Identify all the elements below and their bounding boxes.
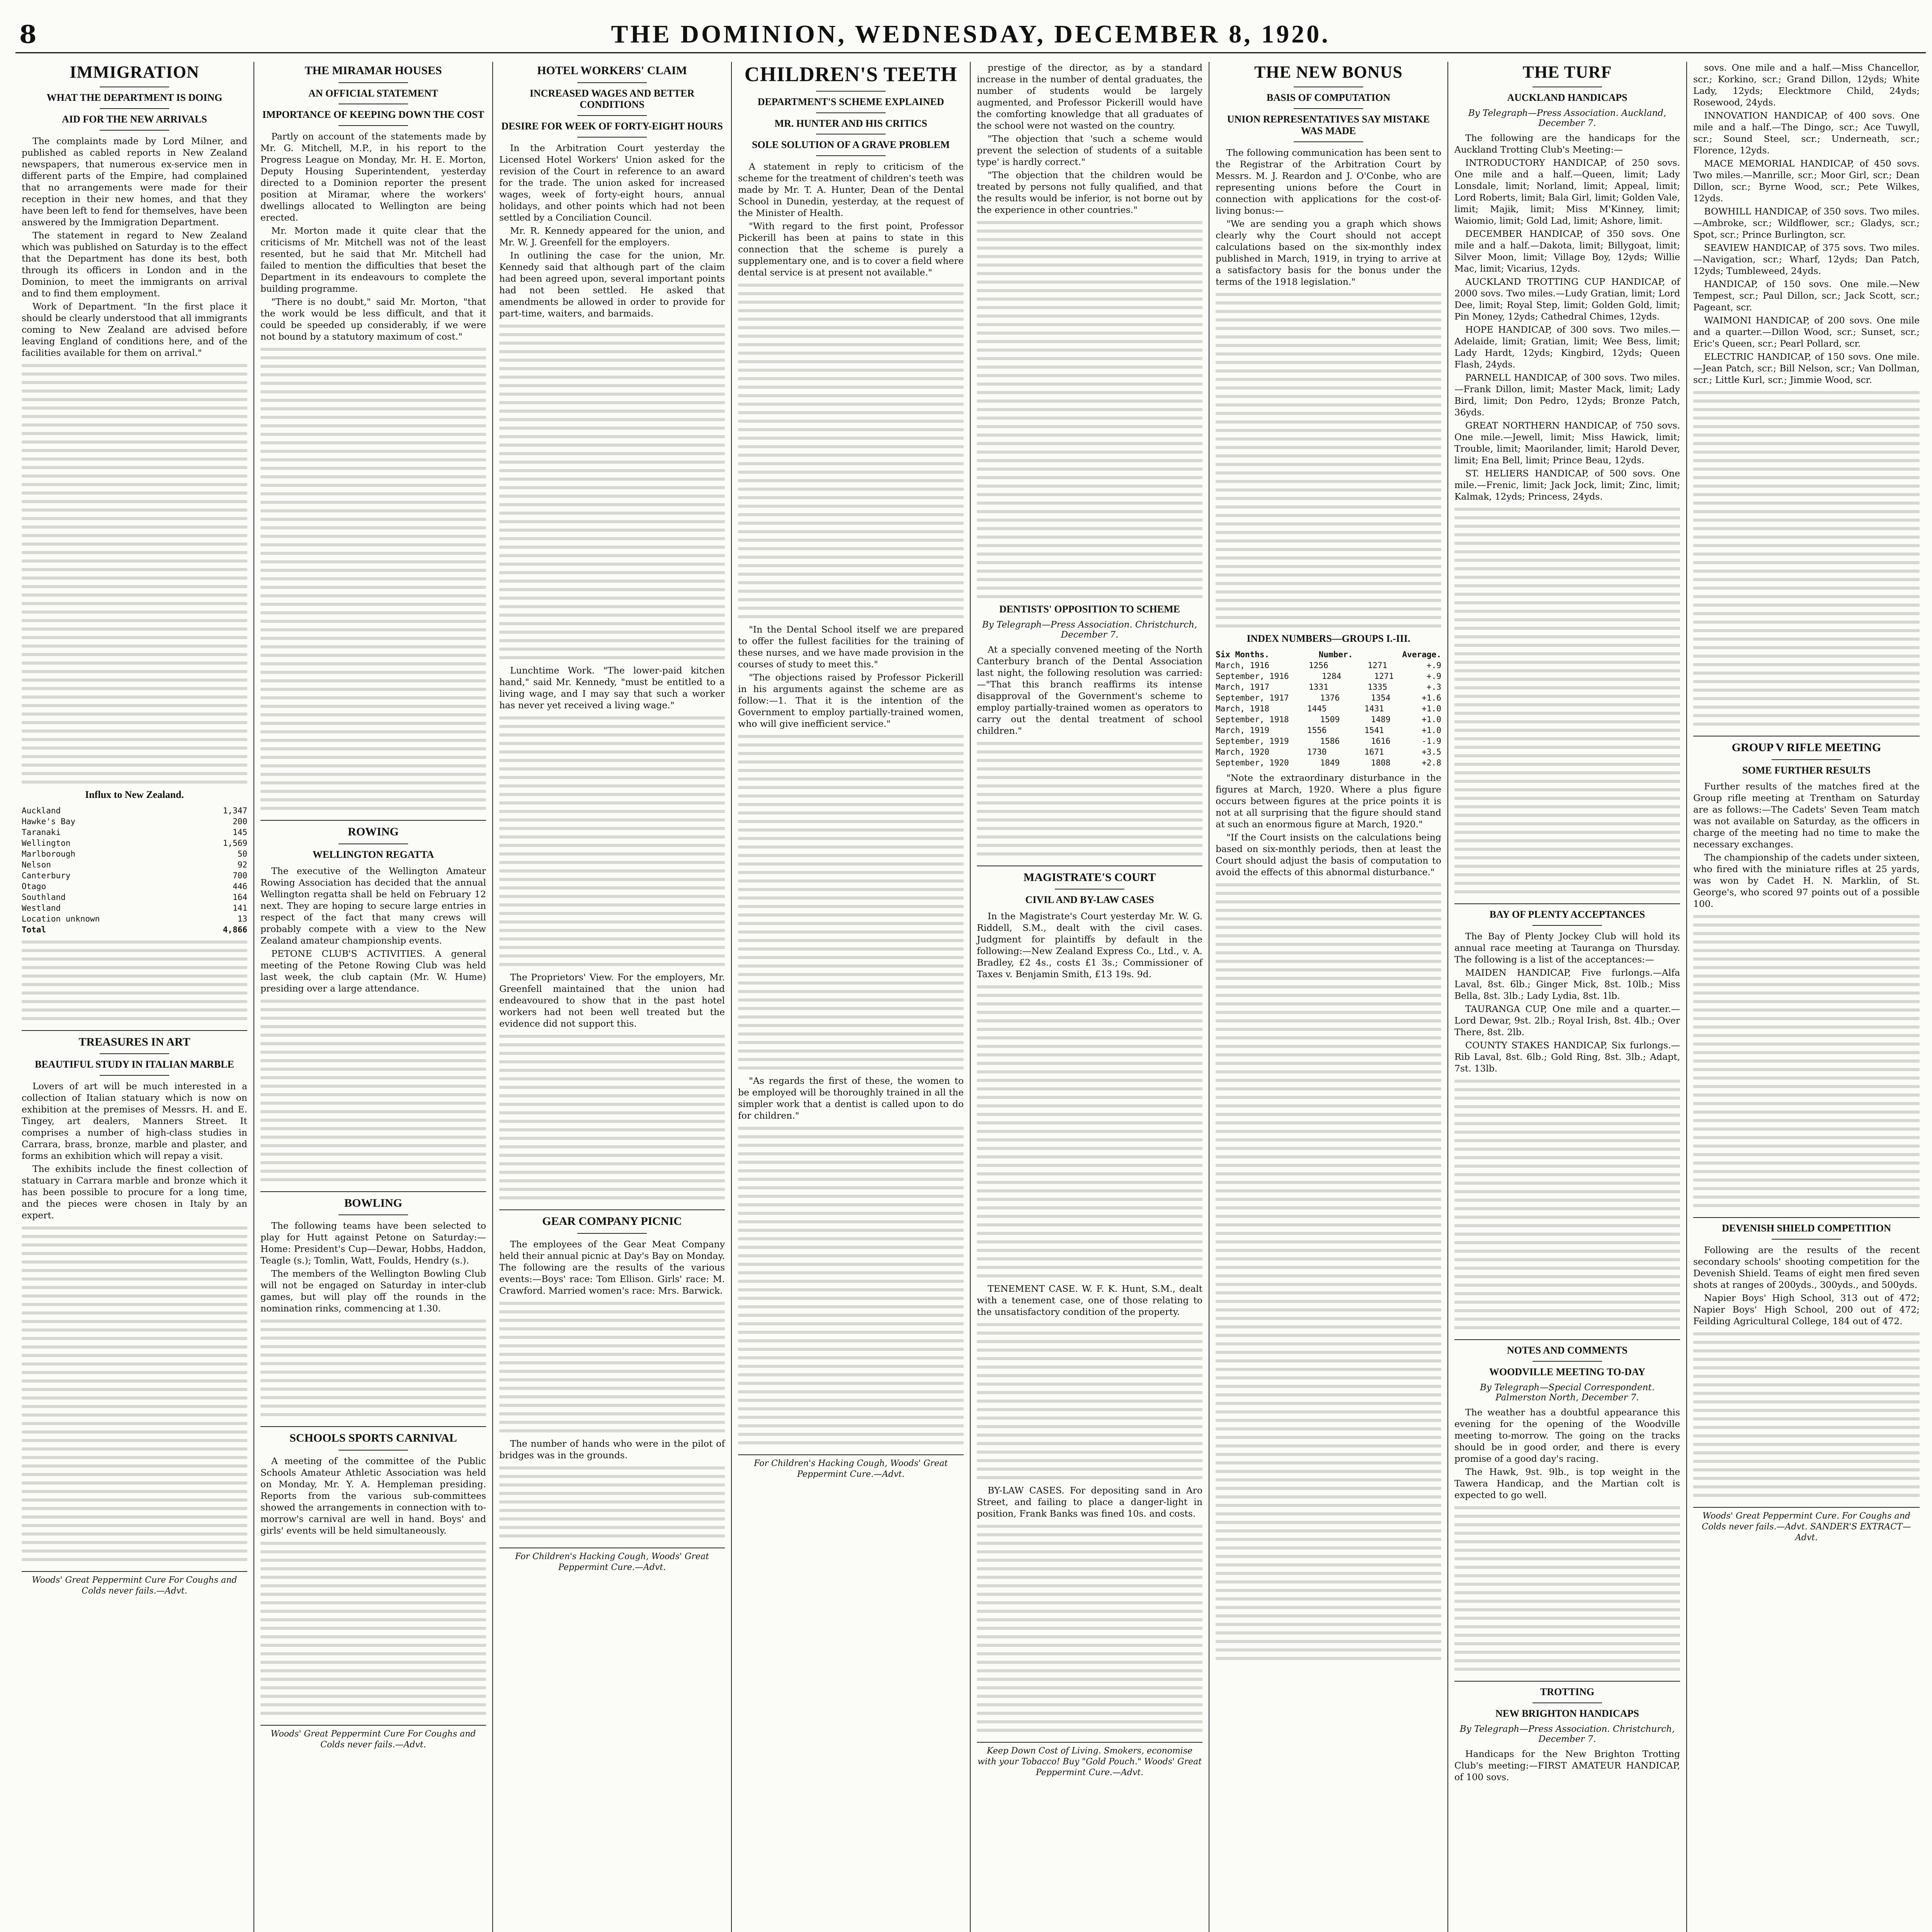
subheading: BASIS OF COMPUTATION [1266,92,1391,104]
table-row: March, 1920 1730 1671 +3.5 [1216,747,1441,757]
divider [338,1450,408,1451]
text-filler [738,1127,964,1444]
paragraph: The following teams have been selected to play for Hutt against Petone on Saturday:—Home: President's Cup—Dewar, Hobbs, Haddon, Teagle (s.); Tomlin, Watt, Foulds, Hendry (s.). [260,1220,486,1266]
paragraph: "The objection that 'such a scheme would prevent the selection of students of a suitable type' is hardly correct." [977,133,1202,167]
article-body [738,161,964,278]
subheading: TROTTING [1540,1686,1595,1697]
column-5 [971,62,1209,1932]
headline: THE TURF [1522,63,1612,82]
table-row: September, 1916 1284 1271 +.9 [1216,671,1441,681]
article-teeth-continued [977,62,1202,855]
article-body [738,624,964,730]
article-body [499,142,725,319]
article-rifle-meeting [1693,741,1920,1207]
text-filler [260,1542,486,1715]
advertisement: For Children's Hacking Cough, Woods' Great Peppermint Cure.—Advt. [499,1548,725,1573]
subheading: SOLE SOLUTION OF A GRAVE PROBLEM [752,139,950,151]
article-body [1693,781,1920,910]
text-filler [260,1000,486,1181]
article-body [499,1238,725,1296]
article-body [260,1220,486,1314]
byline: By Telegraph—Press Association. Christchurch, December 7. [1459,1724,1675,1744]
paragraph: "With regard to the first point, Professor Pickerill has been at pains to state in this connection that the scheme is purely a supplementary one, and is to cover a field where dental service is at present not available." [738,221,964,278]
subheading: AID FOR THE NEW ARRIVALS [62,114,207,125]
text-filler [1216,883,1441,1660]
divider [1532,1702,1602,1703]
headline: BOWLING [344,1196,403,1209]
advertisement: Woods' Great Peppermint Cure For Coughs and Colds never fails.—Advt. [260,1725,486,1750]
divider [1294,141,1363,142]
paragraph: BY-LAW CASES. For depositing sand in Aro Street, and failing to place a danger-light in position, Frank Banks was fined 10s. and costs. [977,1485,1202,1519]
paragraph: TENEMENT CASE. W. F. K. Hunt, S.M., dealt with a tenement case, one of those relating to the unsatisfactory condition of the property. [977,1283,1202,1318]
text-filler [22,364,247,784]
divider [1693,1217,1920,1218]
paragraph: PETONE CLUB'S ACTIVITIES. A general meeting of the Petone Rowing Club was held last week, the club captain (Mr. W. Hume) presiding over a large attendance. [260,948,486,994]
paragraph: sovs. One mile and a half.—Miss Chancellor, scr.; Korkino, scr.; Grand Dillon, 12yds; White Lady, 12yds; Elecktmore Child, 24yds; Rosewood, 24yds. [1693,62,1920,108]
byline: By Telegraph—Press Association. Auckland, December 7. [1468,108,1667,129]
paragraph: Lovers of art will be much interested in a collection of Italian statuary which is now on exhibition at the premises of Messrs. H. and E. Tingey, art dealers, Manners Street. It comprises a number of high-class studies in Carrara, brass, bronze, marble and plaster, and forms an exhibition which will repay a visit. [22,1081,247,1162]
table-row: Taranaki 145 [22,827,247,837]
table-row: March, 1918 1445 1431 +1.0 [1216,704,1441,713]
table-row: March, 1919 1556 1541 +1.0 [1216,725,1441,735]
table-heading: INDEX NUMBERS—GROUPS I.-III. [1247,633,1410,644]
paragraph: The complaints made by Lord Milner, and published as cabled reports in New Zealand newspapers, that numerous ex-service men in different parts of the Empire, had complained that no arrangements were made for their reception in their new homes, and that they have been left to fend for themselves, have been answered by the Immigration Department. [22,135,247,228]
subheading: INCREASED WAGES AND BETTER CONDITIONS [529,87,695,111]
subheading: NEW BRIGHTON HANDICAPS [1495,1708,1639,1719]
divider [260,1426,486,1427]
article-body [977,1485,1202,1519]
divider [100,108,169,109]
divider [499,1209,725,1210]
paragraph: HOPE HANDICAP, of 300 sovs. Two miles.—Adelaide, limit; Gratian, limit; Wee Bess, limit; Lady Hardt, 12yds; Kingbird, 12yds; Queen Flash, 24yds. [1454,324,1680,370]
divider [260,820,486,821]
paragraph: Further results of the matches fired at the Group rifle meeting at Trentham on Saturday are as follows:—The Cadets' Seven Team match was not available on Saturday, as the officers in charge of the meeting had no time to make the necessary exchanges. [1693,781,1920,850]
divider [816,91,886,92]
paragraph: "There is no doubt," said Mr. Morton, "that the work would be less difficult, and that it could be speeded up considerably, if we were not bound by a statutory maximum of cost." [260,296,486,342]
headline: GEAR COMPANY PICNIC [542,1215,682,1228]
divider [338,125,408,126]
paragraph: The number of hands who were in the pilot of bridges was in the grounds. [499,1438,725,1461]
table-row: September, 1918 1509 1489 +1.0 [1216,714,1441,724]
text-filler [1693,915,1920,1207]
text-filler [22,1226,247,1561]
paragraph: INTRODUCTORY HANDICAP, of 250 sovs. One mile and a half.—Queen, limit; Lady Lonsdale, limit; Norland, limit; Appeal, limit; Lord Roberts, limit; Bala Girl, limit; Golden Vale, limit; Majik, limit; Miss M'Kinney, limit; Waiomio, limit; Gold Lad, limit; Ashore, limit. [1454,157,1680,226]
immigration-table [22,805,247,935]
paragraph: "If the Court insists on the calculations being based on six-monthly periods, then at least the Court should adjust the basis of computation to avoid the effects of this abnormal disturbance." [1216,832,1441,878]
column-8 [1687,62,1926,1932]
headline: ROWING [348,825,399,838]
divider [338,82,408,83]
text-filler [499,325,725,659]
text-filler [22,940,247,1020]
article-bay-of-plenty [1454,909,1680,1329]
subheading: NOTES AND COMMENTS [1507,1344,1628,1356]
article-body [1216,147,1441,287]
divider [816,155,886,156]
paragraph: A meeting of the committee of the Public Schools Amateur Athletic Association was held on Monday, Mr. Y. A. Hempleman presiding. Reports from the various sub-committees showed the arrangements in connection with to-morrow's carnival are well in hand. Boys' and girls' events will be held simultaneously. [260,1455,486,1536]
paragraph: Lunchtime Work. "The lower-paid kitchen hand," said Mr. Kennedy, "must be entitled to a living wage, and I may say that such a worker has never yet received a living wage." [499,665,725,711]
paragraph: The employees of the Gear Meat Company held their annual picnic at Day's Bay on Monday. The following are the results of the various events:—Boys' race: Tom Ellison. Girls' race: M. Crawford. Married women's race: Mrs. Barwick. [499,1238,725,1296]
divider [338,1214,408,1215]
paragraph: "Note the extraordinary disturbance in the figures at March, 1920. Where a plus figure occurs between figures at the price points it is not at all surprising that the figure should stand at such an enormous figure at March, 1920." [1216,772,1441,830]
text-filler [499,1035,725,1199]
table-row: September, 1920 1849 1808 +2.8 [1216,758,1441,767]
table-row: Otago 446 [22,881,247,891]
article-body [977,62,1202,216]
subheading: UNION REPRESENTATIVES SAY MISTAKE WAS MADE [1227,114,1430,136]
table-heading: Influx to New Zealand. [85,789,184,800]
paragraph: The members of the Wellington Bowling Club will not be engaged on Saturday in inter-club games, but will play off the rounds in the nomination rinks, commencing at 1.30. [260,1268,486,1314]
article-body [260,865,486,994]
subheading: BEAUTIFUL STUDY IN ITALIAN MARBLE [35,1059,234,1070]
paragraph: In outlining the case for the union, Mr. Kennedy said that although part of the claim had been agreed upon, several important points had not been settled. He asked that amendments be allowed in order to provide for part-time, waiters, and barmaids. [499,250,725,319]
paragraph: The following are the handicaps for the Auckland Trotting Club's Meeting:— [1454,133,1680,155]
divider [1772,1239,1841,1240]
index-numbers-table [1216,649,1441,768]
paragraph: The following communication has been sent to the Registrar of the Arbitration Court by Messrs. M. J. Reardon and J. O'Conbe, who are representing unions before the Court in connection with applications for the cost-of-living bonus:— [1216,147,1441,216]
paragraph: The executive of the Wellington Amateur Rowing Association has decided that the annual Wellington regatta shall be held on February 12 next. They are hoping to secure large entries in respect of the fact that many crews will probably compete with a view to the New Zealand amateur championship events. [260,865,486,946]
paragraph: DECEMBER HANDICAP, of 350 sovs. One mile and a half.—Dakota, limit; Billygoat, limit; Silver Moon, limit; Village Boy, 12yds; Willie Mac, limit; Vicarius, 12yds. [1454,228,1680,274]
divider [1532,925,1602,926]
byline: By Telegraph—Press Association. Christchurch, December 7. [982,619,1197,640]
article-devenish-shield [1693,1223,1920,1497]
divider [1454,903,1680,904]
paragraph: Work of Department. "In the first place it should be clearly understood that all immigrants coming to New Zealand are advised before leaving England of conditions here, and of the facilities available for them on arrival." [22,301,247,358]
article-body [1454,930,1680,1074]
column-4 [732,62,971,1932]
article-magistrates-court [977,871,1202,1732]
paragraph: "The objection that the children would be treated by persons not fully qualified, and that the results would be inferior, is not borne out by the experience in other countries." [977,170,1202,215]
paragraph: COUNTY STAKES HANDICAP, Six furlongs.—Rib Laval, 8st. 6lb.; Gold Ring, 8st. 3lb.; Adapt, 7st. 13lb. [1454,1039,1680,1074]
advertisement: Keep Down Cost of Living. Smokers, economise with your Tobacco! Buy "Gold Pouch." Woods' Great Peppermint Cure.—Advt. [977,1742,1202,1778]
table-row-total: Total 4,866 [22,925,247,934]
divider [577,137,647,138]
text-filler [1454,1506,1680,1671]
table-row: September, 1917 1376 1354 +1.6 [1216,693,1441,702]
table-row: Wellington 1,569 [22,838,247,848]
paragraph: MAIDEN HANDICAP, Five furlongs.—Alfa Laval, 8st. 6lb.; Ginger Mick, 8st. 10lb.; Miss Bella, 8st. 3lb.; Lady Lydia, 8st. 1lb. [1454,967,1680,1001]
article-notes-and-comments [1454,1345,1680,1671]
divider [577,1233,647,1234]
article-body [1693,1244,1920,1327]
table-row: Auckland 1,347 [22,806,247,815]
paragraph: Handicaps for the New Brighton Trotting Club's meeting:—FIRST AMATEUR HANDICAP, of 100 sovs. [1454,1748,1680,1782]
subheading: DENTISTS' OPPOSITION TO SCHEME [999,604,1180,615]
paragraph: Mr. R. Kennedy appeared for the union, and Mr. W. J. Greenfell for the employers. [499,225,725,248]
paragraph: The Bay of Plenty Jockey Club will hold its annual race meeting at Tauranga on Thursday. The following is a list of the acceptances:— [1454,930,1680,965]
article-body [1454,1406,1680,1501]
article-new-bonus [1216,63,1441,1660]
paragraph: "In the Dental School itself we are prepared to offer the fullest facilities for the training of these nurses, and we have made provision in the courses of study to meet this." [738,624,964,670]
divider [22,1030,247,1031]
text-filler [738,735,964,1070]
article-body [977,644,1202,736]
text-filler [260,1320,486,1416]
headline: IMMIGRATION [70,63,199,82]
article-immigration [22,63,247,1020]
subheading: DEPARTMENT'S SCHEME EXPLAINED [757,96,944,107]
table-row: Southland 164 [22,892,247,902]
text-filler [977,985,1202,1277]
paragraph: Partly on account of the statements made by Mr. G. Mitchell, M.P., in his report to the Progress League on Monday, Mr. H. E. Morton, Deputy Housing Superintendent, yesterday directed to a Dominion reporter the present position at Miramar, where the workers' dwellings allocated to Wellington are being erected. [260,131,486,223]
article-gear-picnic [499,1215,725,1537]
divider [1294,108,1363,109]
paragraph: INNOVATION HANDICAP, of 400 sovs. One mile and a half.—The Dingo, scr.; Ace Tuwyll, scr.; Sound Steel, scr.; Underneath, scr.; Florence, 12yds. [1693,110,1920,156]
paragraph: Mr. Morton made it quite clear that the criticisms of Mr. Mitchell was not of the least resented, but he said that Mr. Mitchell had failed to mention the difficulties that beset the Department in its endeavours to complete the building programme. [260,225,486,294]
divider [100,130,169,131]
text-filler [260,348,486,810]
paragraph: In the Arbitration Court yesterday the Licensed Hotel Workers' Union asked for the revision of the Court in reference to an award for the trade. The union asked for increased wages, week of forty-eight hours, annual holidays, and other points which had not been settled by a Conciliation Council. [499,143,725,223]
article-body [977,910,1202,980]
advertisement: Woods' Great Peppermint Cure For Coughs and Colds never fails.—Advt. [22,1571,247,1597]
article-bowling [260,1197,486,1417]
subheading: MR. HUNTER AND HIS CRITICS [774,117,927,129]
divider [1532,1361,1602,1362]
divider [577,82,647,83]
paragraph: At a specially convened meeting of the North Canterbury branch of the Dental Association last night, the following resolution was carried:—"That this branch reaffirms its intense disapproval of the Government's scheme to employ partially-trained women as operators to carry out the dental treatment of school children." [977,644,1202,736]
divider [100,1053,169,1054]
paragraph: PARNELL HANDICAP, of 300 sovs. Two miles.—Frank Dillon, limit; Master Mack, limit; Lady Bird, limit; Don Pedro, 12yds; Bronze Patch, 36yds. [1454,372,1680,418]
text-filler [738,284,964,618]
text-filler [499,1466,725,1537]
paragraph: "The objections raised by Professor Pickerill in his arguments against the scheme are as follow:—1. That it is the intention of the Government to employ partially-trained women, who will give inefficient service." [738,672,964,730]
divider [1454,1339,1680,1340]
column-3 [493,62,732,1932]
subheading: CIVIL AND BY-LAW CASES [1025,894,1154,906]
subheading: WOODVILLE MEETING TO-DAY [1489,1366,1646,1378]
subheading: WELLINGTON REGATTA [312,849,434,860]
column-1 [15,62,254,1932]
text-filler [1216,293,1441,628]
article-rowing [260,825,486,1181]
headline: SCHOOLS SPORTS CARNIVAL [289,1432,457,1445]
subheading: AN OFFICIAL STATEMENT [308,87,438,99]
paragraph: The exhibits include the finest collection of statuary in Carrara marble and bronze which it has been possible to procure for a long time, and the pieces were chosen in Italy by an expert. [22,1163,247,1221]
headline: MAGISTRATE'S COURT [1023,871,1156,884]
advertisement: For Children's Hacking Cough, Woods' Great Peppermint Cure.—Advt. [738,1454,964,1480]
paragraph: The championship of the cadets under sixteen, who fired with the miniature rifles at 25 yards, was won by Cadet H. N. Marklin, of St. George's, who scored 97 points out of a possible 100. [1693,852,1920,910]
newspaper-title: THE DOMINION, WEDNESDAY, DECEMBER 8, 1920. [611,20,1330,48]
paragraph: AUCKLAND TROTTING CUP HANDICAP, of 2000 sovs. Two miles.—Ludy Gratian, limit; Lord Dee, limit; Royal Step, limit; Golden Gold, limit; Pin Money, 12yds; Cathedral Chimes, 12yds. [1454,276,1680,322]
subheading: AUCKLAND HANDICAPS [1507,92,1628,104]
masthead [15,12,1926,53]
column-2 [254,62,493,1932]
text-filler [977,1323,1202,1479]
headline: TREASURES IN ART [78,1035,190,1048]
byline: By Telegraph—Special Correspondent. Palmerston North, December 7. [1480,1382,1655,1403]
table-row: Marlborough 50 [22,849,247,859]
paragraph: BOWHILL HANDICAP, of 350 sovs. Two miles.—Ambroke, scr.; Wildflower, scr.; Gladys, scr.; Spot, scr.; Prince Burlington, scr. [1693,206,1920,240]
subheading: DESIRE FOR WEEK OF FORTY-EIGHT HOURS [501,121,723,132]
paragraph: MACE MEMORIAL HANDICAP, of 450 sovs. Two miles.—Manrille, scr.; Moor Girl, scr.; Dean Dillon, scr.; Byrne Wood, scr.; Pete Wilkes, 12yds. [1693,158,1920,204]
column-6 [1209,62,1448,1932]
paragraph: The Hawk, 9st. 9lb., is top weight in the Tawera Handicap, and the Martian colt is expected to go well. [1454,1466,1680,1500]
subheading: BAY OF PLENTY ACCEPTANCES [1489,909,1645,920]
paragraph: Napier Boys' High School, 313 out of 472; Napier Boys' High School, 200 out of 472; Feilding Agricultural College, 184 out of 472. [1693,1293,1920,1327]
article-body [977,1283,1202,1318]
paragraph: The Proprietors' View. For the employers, Mr. Greenfell maintained that the union had endeavoured to show that in the past hotel workers had not been well treated but the evidence did not support this. [499,972,725,1029]
article-miramar [260,64,486,810]
article-body [22,135,247,359]
table-row: Nelson 92 [22,860,247,869]
subheading: WHAT THE DEPARTMENT IS DOING [46,92,223,104]
text-filler [977,1525,1202,1732]
paragraph: In the Magistrate's Court yesterday Mr. W. G. Riddell, S.M., dealt with the civil cases. Judgment for plaintiffs by default in the following:—New Zealand Express Co., Ltd., v. A. Bradley, £2 4s., costs £1 3s.; Commissioner of Taxes v. Benjamin Smith, £13 19s. 9d. [977,911,1202,980]
article-body [738,1075,964,1121]
text-filler [977,742,1202,855]
article-trotting [1454,1686,1680,1783]
headline: CHILDREN'S TEETH [744,63,957,86]
paragraph: The statement in regard to New Zealand which was published on Saturday is to the effect that the Department has done its best, both through its officers in London and in the Dominion, to meet the immigrants on arrival and to find them employment. [22,230,247,299]
article-body [1454,1748,1680,1783]
text-filler [1454,1080,1680,1329]
page-number: 8 [19,20,37,49]
article-body [260,131,486,342]
divider [577,115,647,116]
paragraph: The weather has a doubtful appearance this evening for the opening of the Woodville meeting to-morrow. The going on the tracks should be in good order, and there is every promise of a good day's racing. [1454,1406,1680,1464]
headline: HOTEL WORKERS' CLAIM [537,64,687,77]
subheading: IMPORTANCE OF KEEPING DOWN THE COST [262,109,485,121]
table-row: Location unknown 13 [22,914,247,923]
headline: THE MIRAMAR HOUSES [304,64,442,77]
text-filler [1693,391,1920,726]
article-body [1693,62,1920,386]
divider [100,1075,169,1076]
table-row: Hawke's Bay 200 [22,816,247,826]
article-childrens-teeth [738,63,964,1444]
divider [260,1191,486,1192]
text-filler [1693,1332,1920,1497]
article-hotel-workers [499,64,725,1199]
paragraph: HANDICAP, of 150 sovs. One mile.—New Tempest, scr.; Paul Dillon, scr.; Jack Scott, scr.; Pageant, scr. [1693,279,1920,313]
paragraph: WAIMONI HANDICAP, of 200 sovs. One mile and a quarter.—Dillon Wood, scr.; Sunset, scr.; Eric's Queen, scr.; Pearl Pollard, scr. [1693,315,1920,349]
table-row: March, 1917 1331 1335 +.3 [1216,682,1441,692]
paragraph: prestige of the director, as by a standard increase in the number of dental graduates, the number of students would be largely augmented, and Professor Pickerill would have the comforting knowledge that all graduates of the school were not wasted on the country. [977,62,1202,131]
subheading: DEVENISH SHIELD COMPETITION [1722,1223,1891,1234]
text-filler [499,716,725,966]
text-filler [977,221,1202,598]
paragraph: TAURANGA CUP, One mile and a quarter.—Lord Dewar, 9st. 2lb.; Royal Irish, 8st. 4lb.; Over There, 8st. 2lb. [1454,1003,1680,1037]
text-filler [1454,508,1680,893]
subheading: SOME FURTHER RESULTS [1742,764,1871,776]
headline: GROUP V RIFLE MEETING [1731,741,1881,754]
columns [15,62,1926,1932]
article-body [1454,132,1680,502]
table-row: March, 1916 1256 1271 +.9 [1216,660,1441,670]
paragraph: A statement in reply to criticism of the scheme for the treatment of children's teeth was made by Mr. T. A. Hunter, Dean of the Dental School in Dunedin, yesterday, at the request of the Minister of Health. [738,161,964,219]
paragraph: "We are sending you a graph which shows clearly why the Court should not accept calculations based on the six-monthly index published in March, 1919, in trying to arrive at a satisfactory basis for the bonus under the terms of the 1918 legislation." [1216,218,1441,287]
article-schools [260,1432,486,1715]
table-row: September, 1919 1586 1616 -1.9 [1216,736,1441,746]
article-turf [1454,63,1680,893]
paragraph: Following are the results of the recent secondary schools' shooting competition for the Devenish Shield. Teams of eight men fired seven shots at ranges of 200yds., 300yds., and 500yds. [1693,1245,1920,1291]
paragraph: "As regards the first of these, the women to be employed will be thoroughly trained in all the simpler work that a dentist is called upon to do for children." [738,1075,964,1121]
article-body [1216,772,1441,878]
article-body [22,1080,247,1221]
article-body [499,665,725,711]
paragraph: GREAT NORTHERN HANDICAP, of 750 sovs. One mile.—Jewell, limit; Miss Hawick, limit; Trouble, limit; Maorilander, limit; Harold Dever, limit; Ena Bell, limit; Prince Beau, 12yds. [1454,420,1680,466]
headline: THE NEW BONUS [1254,63,1403,82]
article-body [260,1455,486,1536]
table-row: Canterbury 700 [22,871,247,880]
article-turf-continued [1693,62,1920,726]
divider [816,112,886,113]
column-7 [1448,62,1687,1932]
table-row: Westland 141 [22,903,247,913]
table-header: Six Months. Number. Average. [1216,650,1441,659]
text-filler [499,1302,725,1432]
divider [1772,759,1841,760]
paragraph: ST. HELIERS HANDICAP, of 500 sovs. One mile.—Frenic, limit; Jack Jock, limit; Zinc, limit; Kalmak, 12yds; Princess, 24yds. [1454,468,1680,502]
article-body [499,971,725,1029]
article-body [499,1438,725,1461]
article-treasures [22,1036,247,1561]
advertisement: Woods' Great Peppermint Cure. For Coughs and Colds never fails.—Advt. SANDER'S EXTRACT—Advt. [1693,1507,1920,1543]
divider [1454,1681,1680,1682]
paragraph: SEAVIEW HANDICAP, of 375 sovs. Two miles.—Navigation, scr.; Wharf, 12yds; Dan Patch, 12yds; Tumbleweed, 24yds. [1693,242,1920,276]
paragraph: ELECTRIC HANDICAP, of 150 sovs. One mile.—Jean Patch, scr.; Bill Nelson, scr.; Van Dollman, scr.; Little Kurl, scr.; Jimmie Wood, scr. [1693,351,1920,385]
